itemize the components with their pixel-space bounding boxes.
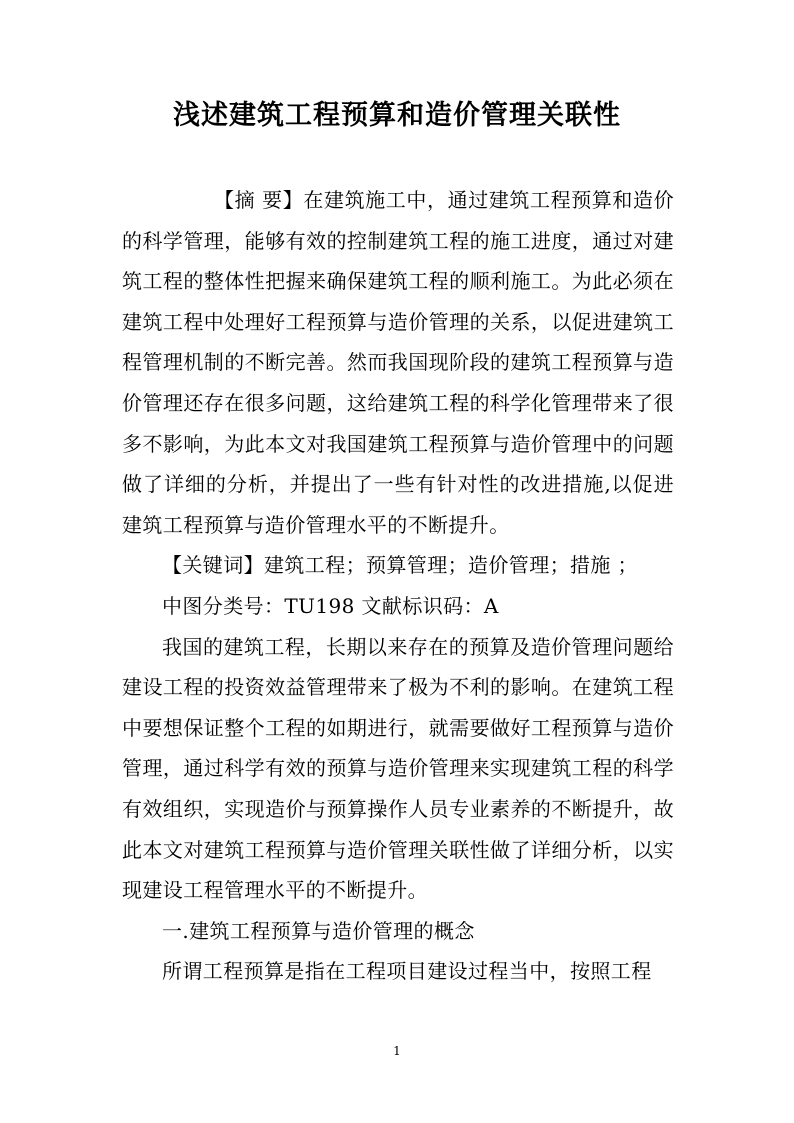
- section-heading: 一.建筑工程预算与造价管理的概念: [162, 918, 475, 943]
- intro-paragraph: 我国的建筑工程，长期以来存在的预算及造价管理问题给建设工程的投资效益管理带来了极为不利的影响。在建筑工程中要想保证整个工程的如期进行，就需要做好工程预算与造价管理，通过科学有效的预算与造价管理来实现建筑工程的科学有效组织，实现造价与预算操作人员专业素养的不断提升，故此本文对建筑工程预算与造价管理关联性做了详细分析，以实现建设工程管理水平的不断提升。: [122, 634, 674, 903]
- abstract-text: 在建筑施工中，通过建筑工程预算和造价的科学管理，能够有效的控制建筑工程的施工进度，通过对建筑工程的整体性把握来确保建筑工程的顺利施工。为此必须在建筑工程中处理好工程预算与造价管理的关系，以促进建筑工程管理机制的不断完善。然而我国现阶段的建筑工程预算与造价管理还存在很多问题，这给建筑工程的科学化管理带来了很多不影响，为此本文对我国建筑工程预算与造价管理中的问题做了详细的分析，并提出了一些有针对性的改进措施,以促进建筑工程预算与造价管理水平的不断提升。: [122, 188, 675, 537]
- document-title: 浅述建筑工程预算和造价管理关联性: [173, 100, 621, 131]
- classification-line: 中图分类号：TU198 文献标识码：A: [162, 593, 499, 618]
- keywords-label: 【关键词】: [162, 553, 264, 578]
- abstract-paragraph: [122, 180, 674, 545]
- section-paragraph: 所谓工程预算是指在工程项目建设过程当中，按照工程: [162, 959, 652, 984]
- abstract-label: 【摘 要】: [214, 188, 304, 212]
- page-number: 1: [393, 1044, 401, 1058]
- document-body: [122, 180, 674, 992]
- keywords-text: 建筑工程；预算管理；造价管理；措施 ；: [264, 553, 638, 578]
- keywords-paragraph: [122, 545, 674, 586]
